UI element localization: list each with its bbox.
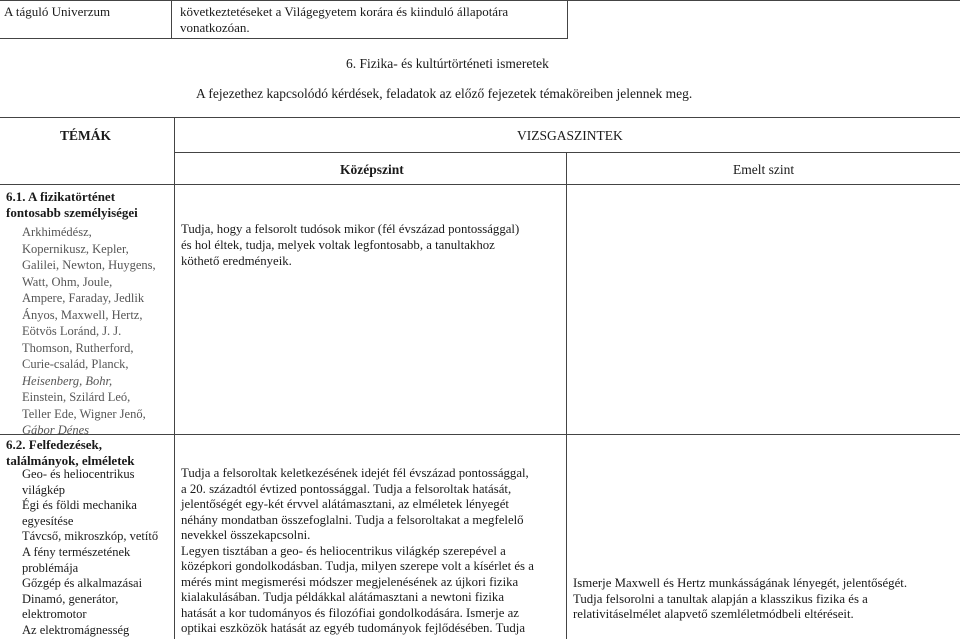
top-row-border-bottom — [0, 38, 568, 39]
text-line: Legyen tisztában a geo- és heliocentrikus világkép szerepével a — [181, 543, 506, 558]
row2-topic-list — [22, 467, 158, 639]
top-row-text-1: következtetéseket a Világegyetem korára és kiinduló állapotára — [180, 4, 509, 19]
list-item: Gábor Dénes — [22, 423, 90, 437]
list-item: egyesítése — [22, 513, 74, 528]
text-line: köthető eredményeik. — [181, 254, 292, 268]
row2-adv-text — [573, 576, 907, 623]
row2-topic-title — [6, 437, 135, 468]
top-row-border-top — [0, 0, 960, 1]
list-item: Thomson, Rutherford, — [22, 340, 134, 355]
list-item: Távcső, mikroszkóp, vetítő — [22, 529, 159, 544]
text-line: jelentőségét egy-két érvvel alátámasztani, az elméletek lényegét — [181, 497, 509, 511]
text-line: és hol éltek, tudja, melyek voltak legfontosabb, a tanultakhoz — [181, 238, 495, 252]
row1-title-line-2: fontosabb személyiségei — [6, 204, 138, 220]
text-line: Tudja felsorolni a tanultak alapján a klasszikus fizika és a — [573, 591, 868, 606]
row1-mid-text — [181, 221, 519, 269]
list-item: Galilei, Newton, Huygens, — [22, 258, 156, 272]
header-mid-level: Középszint — [340, 162, 404, 177]
header-exams: VIZSGASZINTEK — [517, 128, 623, 143]
list-item: problémája — [22, 560, 79, 575]
text-line: mérés mint megismerési módszer megjelenésének az újkori fizika — [181, 574, 519, 589]
header-topics: TÉMÁK — [60, 128, 112, 143]
row2-title-line-1: 6.2. Felfedezések, — [6, 437, 103, 452]
row1-topic-list — [22, 224, 156, 439]
text-line: néhány mondatban összefoglalni. Tudja a felsoroltakat a megfelelő — [181, 512, 524, 527]
text-line: optikai eszközök hatását az egyéb tudományok fejlődésében. Tudja — [181, 621, 526, 635]
list-item: Heisenberg, Bohr, — [22, 373, 113, 388]
list-item: Dinamó, generátor, — [22, 591, 119, 606]
list-item: Watt, Ohm, Joule, — [22, 274, 113, 289]
row2-mid-text — [181, 466, 534, 637]
list-item: A fény természetének — [22, 544, 131, 559]
col-divider-2 — [566, 152, 567, 639]
header-adv-level: Emelt szint — [733, 162, 795, 177]
text-line: Tudja, hogy a felsorolt tudósok mikor (fél évszázad pontossággal) — [181, 222, 520, 236]
section-intro: A fejezethez kapcsolódó kérdések, feladatok az előző fejezetek témaköreiben jelennek meg. — [196, 86, 693, 101]
text-line: hatását a kor tudományos és filozófiai gondolkodására. Ismerje az — [181, 605, 519, 620]
header-border-bottom — [0, 184, 960, 185]
list-item: Gőzgép és alkalmazásai — [22, 576, 143, 591]
row1-title-line-1: 6.1. A fizikatörténet — [6, 189, 116, 204]
row2-title-line-2: találmányok, elméletek — [6, 452, 135, 468]
list-item: Arkhimédész, — [22, 225, 92, 239]
col-divider-1 — [174, 117, 175, 639]
text-line: nevekkel összekapcsolni. — [181, 528, 311, 542]
list-item: Geo- és heliocentrikus — [22, 467, 135, 481]
list-item: Kopernikusz, Kepler, — [22, 241, 129, 256]
top-row-divider — [171, 0, 172, 39]
list-item: Eötvös Loránd, J. J. — [22, 324, 122, 338]
list-item: Ampere, Faraday, Jedlik — [22, 291, 145, 305]
section-title: 6. Fizika- és kultúrtörténeti ismeretek — [346, 56, 549, 71]
top-row-text-2: vonatkozóan. — [180, 20, 250, 35]
list-item: világkép — [22, 482, 66, 497]
list-item: Teller Ede, Wigner Jenő, — [22, 406, 146, 421]
top-row-topic: A táguló Univerzum — [4, 4, 111, 19]
text-line: középkori gondolkodásban. Tudja, milyen szerepe volt a kísérlet és a — [181, 559, 534, 573]
text-line: kialakulásában. Tudja példákkal alátámasztani a newtoni fizika — [181, 590, 505, 604]
text-line: a 20. századtól évtized pontossággal. Tudja a felsoroltak hatását, — [181, 481, 512, 496]
list-item: Ányos, Maxwell, Hertz, — [22, 307, 143, 322]
list-item: Curie-család, Planck, — [22, 357, 129, 371]
list-item: Einstein, Szilárd Leó, — [22, 390, 131, 404]
list-item: Égi és földi mechanika — [22, 498, 137, 513]
subheader-border — [175, 152, 960, 153]
text-line: Ismerje Maxwell és Hertz munkásságának lényegét, jelentőségét. — [573, 576, 908, 590]
text-line: Tudja a felsoroltak keletkezésének idejét fél évszázad pontossággal, — [181, 466, 529, 480]
top-row-right — [567, 0, 568, 39]
text-line: relativitáselmélet alapvető szemléletmódbeli eltéréseit. — [573, 607, 854, 621]
list-item: elektromotor — [22, 607, 87, 622]
row1-topic-title — [6, 189, 138, 220]
table-border-top — [0, 117, 960, 118]
list-item: Az elektromágnesség — [22, 622, 130, 637]
